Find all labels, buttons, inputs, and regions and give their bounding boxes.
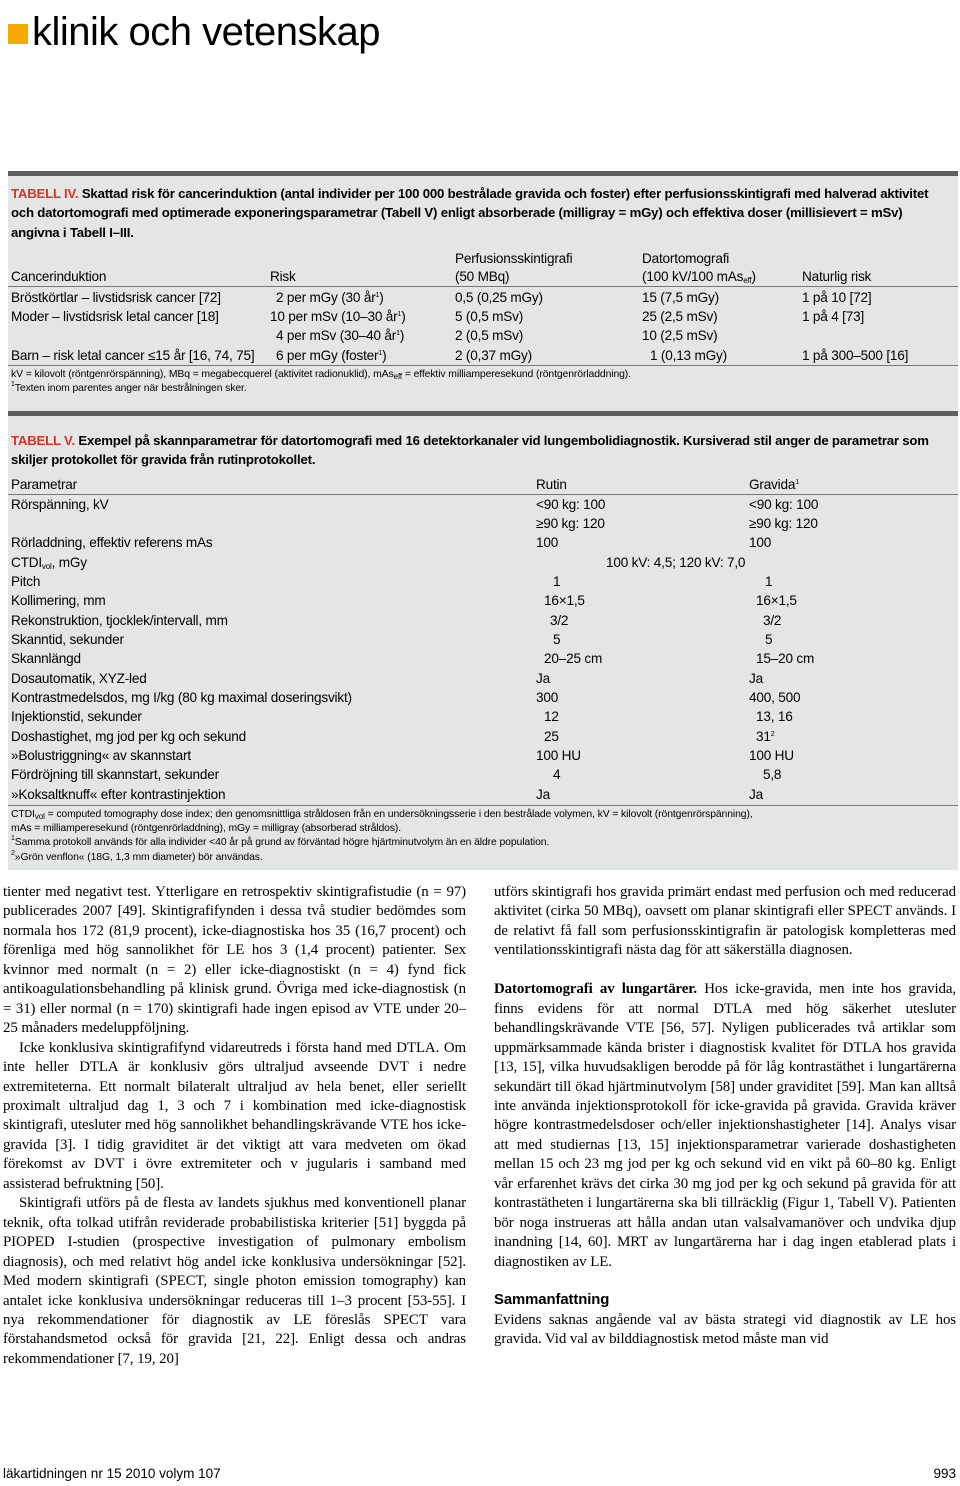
table-cell: Ja xyxy=(536,671,550,686)
table-cell: Ja xyxy=(536,787,550,802)
table-cell: $CTDI_{vol}$, mGy xyxy=(11,555,87,571)
table-cell: 5 xyxy=(765,632,773,647)
table-cell: Ja xyxy=(749,787,763,802)
body-paragraph: utförs skintigrafi hos gravida primärt endast med perfusion och med reducerad aktivitet (cirka 50 MBq), oavsett om planar skintigrafi eller SPECT används. I de relativt få fall som perfusionsskintigrafin är patologisk kompletteras med ventilationsskintigrafi nästa dag för att säkerställa diagnosen. xyxy=(494,884,956,959)
t5-header-rule xyxy=(8,494,958,495)
table-cell: ≥90 kg: 120 xyxy=(536,516,605,531)
run-in-heading: Datortomografi av lungartärer. xyxy=(494,981,698,998)
table-cell: 6 per mGy (foster$^1$) xyxy=(276,348,387,363)
table-v-caption-text: Exempel på skannparametrar för datortomografi med 16 detektorkanaler vid lungembolidiagnostik. Kursiverad stil anger de parametrar som skiljer protokollet för gravida från rutinprotokollet. xyxy=(11,433,929,468)
body-column-left xyxy=(3,883,466,1369)
body-paragraph: Evidens saknas angående val av bästa strategi vid diagnostik av LE hos gravida. Vid val av bilddiagnostisk metod måste man vid xyxy=(494,1311,956,1348)
t4-header-ct-1: Datortomografi xyxy=(642,251,730,266)
table-cell: Kollimering, mm xyxy=(11,593,106,608)
table-cell: 1 xyxy=(765,574,773,589)
t5-note-2: mAs = milliamperesekund (röntgenrörladdning), mGy = milligray (absorberad stråldos). xyxy=(11,823,402,834)
brand-square-icon xyxy=(8,24,28,44)
table-cell: 100 HU xyxy=(749,748,794,763)
t4-header-cancer: Cancerinduktion xyxy=(11,269,107,284)
t4-note-2: $^1$Texten inom parentes anger när bestrålningen sker. xyxy=(11,381,247,394)
table-iv-caption-text: Skattad risk för cancerinduktion (antal individer per 100 000 bestrålade gravida och foster) efter perfusionsskintigrafi med halverad aktivitet och datortomografi med optimerade exponeringsparametrar (Tabell V) enligt absorberade (milligray = mGy) och effektiva doser (millisievert = mSv) angivna i Tabell I–III. xyxy=(11,186,929,240)
table-cell: 100 xyxy=(749,535,772,550)
table-cell: <90 kg: 100 xyxy=(536,497,606,512)
body-paragraph: Datortomografi av lungartärer. Hos icke-gravida, men inte hos gravida, finns evidens för att normal DTLA med hög säkerhet utesluter behandlingskrävande VTE [56, 57]. Nyligen publicerades två artiklar som uppmärksammade kända brister i diagnostisk kvalitet för DTLA hos gravida [13, 15], vilka huvudsakligen berodde på för låg kontrastäthet i lungartärerna sekundärt till ökad hjärtminutvolym [58] under graviditet [59]. Man kan alltså inte använda injektionsprotokoll för icke-gravida på gravida. Gravida kräver högre kontrastmedelsdoser och/eller injektionshastigheter [14]. Analys visar att med studiernas [13, 15] injektionsparametrar varierade doshastigheten mellan 15 och 23 mg jod per kg och sekund vid en vikt på 60–80 kg. Enligt vår erfarenhet krävs det cirka 30 mg jod per kg och sekund på gravida för att kontrastätheten i lungartärerna ska bli tillräcklig (Figur 1, Tabell V). Patienten bör noga instrueras att hålla andan utan valsalvamanöver och undvika djup inandning [14, 60]. MRT av lungartärerna har i dag ingen etablerad plats i diagnostiken av LE. xyxy=(494,981,956,1270)
table-v xyxy=(8,411,958,870)
table-cell: 13, 16 xyxy=(756,709,793,724)
t4-header-perf-2: (50 MBq) xyxy=(455,269,510,284)
t4-header-ct-2: (100 kV/100 mAs$_{eff}$) xyxy=(642,269,756,285)
table-cell: Bröstkörtlar – livstidsrisk cancer [72] xyxy=(11,290,221,305)
table-v-caption xyxy=(11,431,952,470)
table-cell: 3/2 xyxy=(763,613,782,628)
table-cell: 12 xyxy=(544,709,559,724)
t5-note-1: $CTDI_{vol}$ = computed tomography dose index; den genomsnittliga stråldosen från en undersökningsserie i den bestrålade volymen, kV = kilovolt (röntgenrörspänning), xyxy=(11,809,753,821)
table-cell: Rörladdning, effektiv referens mAs xyxy=(11,535,213,550)
table-cell: 5,8 xyxy=(763,767,782,782)
table-cell: 1 (0,13 mGy) xyxy=(650,348,727,363)
table-cell: »Bolustriggning« av skannstart xyxy=(11,748,191,763)
table-cell: ≥90 kg: 120 xyxy=(749,516,818,531)
table-cell: 100 kV: 4,5; 120 kV: 7,0 xyxy=(606,555,746,570)
table-cell: Fördröjning till skannstart, sekunder xyxy=(11,767,219,782)
table-cell: Moder – livstidsrisk letal cancer [18] xyxy=(11,309,219,324)
t5-header-param: Parametrar xyxy=(11,477,77,492)
t5-note-3: $^1$Samma protokoll används för alla individer <40 år på grund av förväntad högre hjärtminutvolym än en äldre population. xyxy=(11,835,550,848)
t5-note-4: $^2$»Grön venflon« (18G, 1,3 mm diameter) bör användas. xyxy=(11,850,263,863)
t4-header-risk: Risk xyxy=(270,269,296,284)
t5-header-rutin: Rutin xyxy=(536,477,567,492)
table-cell: 2 per mGy (30 $år^1$) xyxy=(276,290,384,305)
table-cell: Injektionstid, sekunder xyxy=(11,709,142,724)
table-cell: 16×1,5 xyxy=(544,593,585,608)
table-cell: Dosautomatik, XYZ-led xyxy=(11,671,147,686)
t4-header-rule xyxy=(8,286,958,287)
section-title: klinik och vetenskap xyxy=(32,10,380,54)
table-cell: Pitch xyxy=(11,574,41,589)
t4-header-perf-1: Perfusionsskintigrafi xyxy=(455,251,573,266)
journal-footer: läkartidningen nr 15 2010 volym 107 xyxy=(3,1466,221,1481)
table-cell: 25 (2,5 mSv) xyxy=(642,309,718,324)
table-cell: Skannlängd xyxy=(11,651,81,666)
table-cell: Ja xyxy=(749,671,763,686)
table-cell: 25 xyxy=(544,729,559,744)
table-cell: 4 xyxy=(553,767,561,782)
table-cell: Rörspänning, kV xyxy=(11,497,109,512)
section-heading: Sammanfattning xyxy=(494,1292,610,1309)
page-number: 993 xyxy=(933,1466,956,1481)
t5-footer-rule xyxy=(8,805,958,806)
table-cell: 1 på 10 [72] xyxy=(802,290,872,305)
t4-header-natural: Naturlig risk xyxy=(802,269,872,284)
table-cell: Rekonstruktion, tjocklek/intervall, mm xyxy=(11,613,228,628)
table-iv xyxy=(8,171,958,418)
t4-note-1: kV = kilovolt (röntgenrörspänning), MBq = megabecquerel (aktivitet radionuklid), mAs$_{eff}$ = effektiv milliamperesekund (röntgenrörladdning). xyxy=(11,369,631,381)
table-cell: 15–20 cm xyxy=(756,651,815,666)
table-iv-label: TABELL IV. xyxy=(11,186,79,201)
table-cell: 5 (0,5 mSv) xyxy=(455,309,524,324)
body-column-right xyxy=(494,883,956,1350)
table-cell: 5 xyxy=(553,632,561,647)
table-cell: 2 (0,5 mSv) xyxy=(455,328,524,343)
body-paragraph: Icke konklusiva skintigrafifynd vidareutreds i första hand med DTLA. Om inte heller DTLA är konklusiv görs ultraljud avseende DVT i nedre extremiteterna. Ett normalt bilateralt ultraljud av hela benet, eller seriellt proximalt ultraljud dag 1, 3 och 7 i kombination med icke-diagnostisk skintigrafi, utesluter med hög sannolikhet behandlingskrävande VTE hos icke-gravida [3]. I tidig graviditet är det viktigt att vara medveten om ökad förekomst av DVT i övre extremiteter och v jugularis i samband med assisterad befruktning [50]. xyxy=(3,1039,466,1192)
table-cell: 4 per mSv (30–40 $år^1$) xyxy=(276,328,405,343)
t5-header-gravida: Gravida$^1$ xyxy=(749,477,799,492)
table-cell: 15 (7,5 mGy) xyxy=(642,290,719,305)
table-cell: 400, 500 xyxy=(749,690,801,705)
table-cell: 300 xyxy=(536,690,559,705)
body-paragraph: Skintigrafi utförs på de flesta av landets sjukhus med konventionell planar teknik, ofta tolkad utifrån reviderade probabilistiska kriterier [51] byggda på PIOPED I-studien (prospective investigation of pulmonary embolism diagnosis), och med relativt hög andel icke konklusiva undersökningar [52]. Med modern skintigrafi (SPECT, single photon emission tomography) kan antalet icke konklusiva undersökningar reduceras till 1–3 procent [53-55]. I nya rekommendationer för diagnostik av LE föreslås SPECT vara förstahandsmetod också för gravida [21, 22]. Enligt dessa och andras rekommendationer [7, 19, 20] xyxy=(3,1195,466,1367)
table-cell: 100 HU xyxy=(536,748,581,763)
table-cell: 100 xyxy=(536,535,559,550)
table-cell: <90 kg: 100 xyxy=(749,497,819,512)
table-v-label: TABELL V. xyxy=(11,433,75,448)
table-cell: Doshastighet, mg jod per kg och sekund xyxy=(11,729,246,744)
table-cell: Kontrastmedelsdos, mg I/kg (80 kg maximal doseringsvikt) xyxy=(11,690,352,705)
table-cell: Skanntid, sekunder xyxy=(11,632,124,647)
table-cell: 0,5 (0,25 mGy) xyxy=(455,290,543,305)
table-cell: Barn – risk letal cancer ≤15 år [16, 74, 75] xyxy=(11,348,255,363)
table-iv-caption xyxy=(11,184,952,242)
body-paragraph: tienter med negativt test. Ytterligare en retrospektiv skintigrafistudie (n = 97) publicerades 2007 [49]. Skintigrafifynden i dessa två studier bedömdes som normala hos 172 (81,9 procent), icke-diagnostiska hos 35 (16,7 procent) och förenliga med hög sannolikhet för LE hos 3 (1,4 procent) patienter. Sex kvinnor med normalt (n = 2) eller icke-diagnostiskt (n = 4) fynd fick antikoagulationsbehandling på klinisk grund. Övriga med icke-diagnostisk (n = 31) eller normal (n = 170) skintigrafi hade ingen episod av VTE under 20–25 månaders medeluppföljning. xyxy=(3,884,466,1037)
table-cell: 20–25 cm xyxy=(544,651,603,666)
table-cell: »Koksaltknuff« efter kontrastinjektion xyxy=(11,787,226,802)
table-cell: 16×1,5 xyxy=(756,593,797,608)
table-cell: $31^2$ xyxy=(756,729,775,744)
table-cell: 3/2 xyxy=(550,613,569,628)
table-cell: 1 på 4 [73] xyxy=(802,309,865,324)
table-cell: 10 (2,5 mSv) xyxy=(642,328,718,343)
table-cell: 1 xyxy=(553,574,561,589)
table-cell: 2 (0,37 mGy) xyxy=(455,348,532,363)
t4-footer-rule xyxy=(8,365,958,366)
table-cell: 1 på 300–500 [16] xyxy=(802,348,909,363)
table-cell: 10 per mSv (10–30 $år^1$) xyxy=(270,309,406,324)
